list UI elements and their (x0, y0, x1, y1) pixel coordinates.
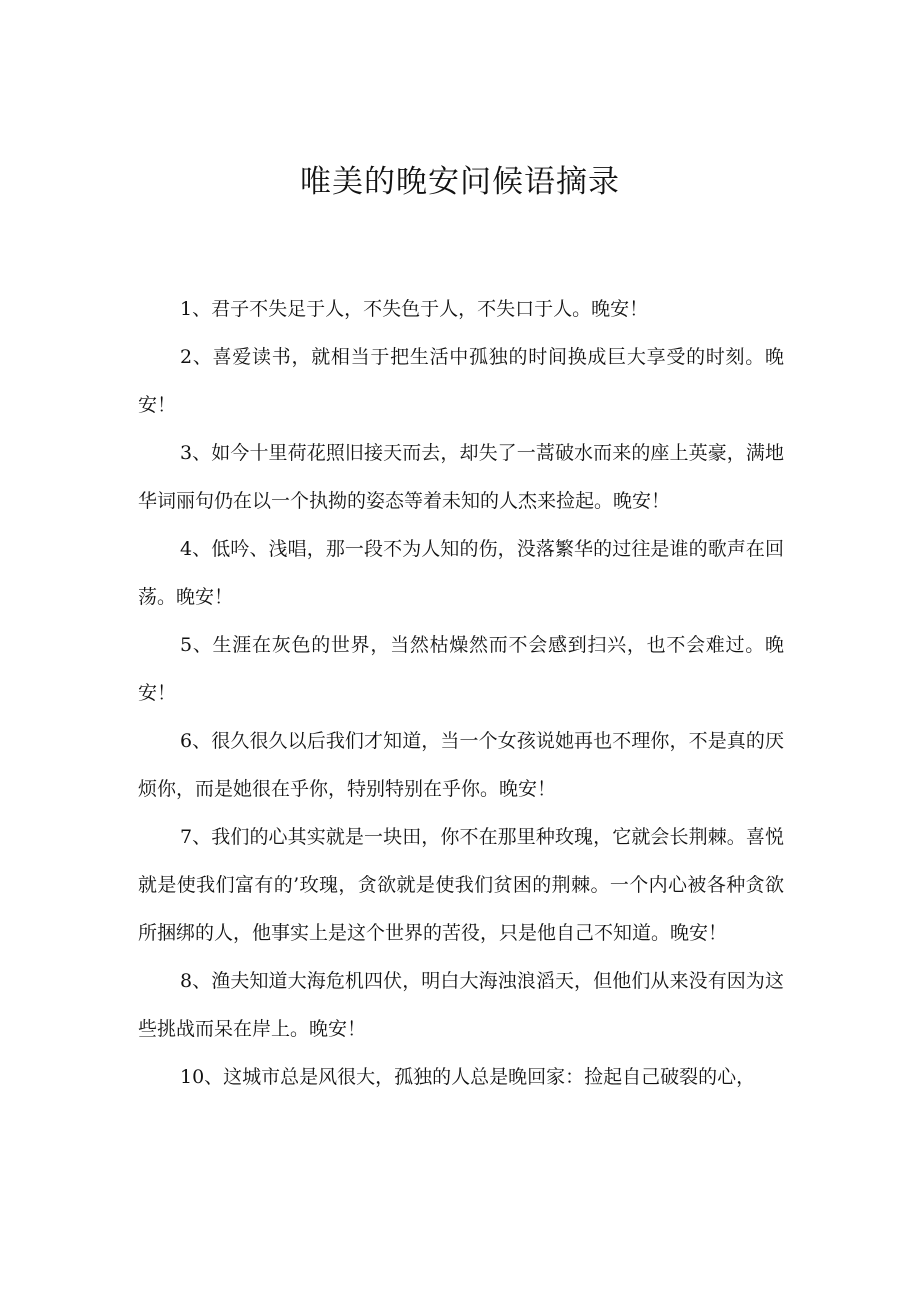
paragraph-8: 8、渔夫知道大海危机四伏，明白大海浊浪滔天，但他们从来没有因为这些挑战而呆在岸上。晚安！ (138, 970, 784, 1040)
paragraph-7: 7、我们的心其实就是一块田，你不在那里种玫瑰，它就会长荆棘。喜悦就是使我们富有的’玫瑰，贪欲就是使我们贫困的荆棘。一个内心被各种贪欲所捆绑的人，他事实上是这个世界的苦役，只是他自己不知道。晚安！ (138, 826, 784, 944)
paragraph-10: 10、这城市总是风很大，孤独的人总是晚回家：捡起自己破裂的心， (180, 1066, 756, 1088)
paragraph-1: 1、君子不失足于人，不失色于人，不失口于人。晚安！ (180, 298, 649, 320)
paragraph-4: 4、低吟、浅唱，那一段不为人知的伤，没落繁华的过往是谁的歌声在回荡。晚安！ (138, 538, 784, 608)
paragraph-2: 2、喜爱读书，就相当于把生活中孤独的时间换成巨大享受的时刻。晚安！ (138, 346, 784, 416)
document-body (138, 285, 784, 1101)
paragraph-3: 3、如今十里荷花照旧接天而去，却失了一蒿破水而来的座上英豪，满地华词丽句仍在以一个执拗的姿态等着未知的人杰来捡起。晚安！ (138, 442, 784, 512)
paragraph-5: 5、生涯在灰色的世界，当然枯燥然而不会感到扫兴，也不会难过。晚安！ (138, 634, 784, 704)
document-title: 唯美的晚安问候语摘录 (300, 164, 620, 200)
paragraph-6: 6、很久很久以后我们才知道，当一个女孩说她再也不理你，不是真的厌烦你，而是她很在乎你，特别特别在乎你。晚安！ (138, 730, 784, 800)
